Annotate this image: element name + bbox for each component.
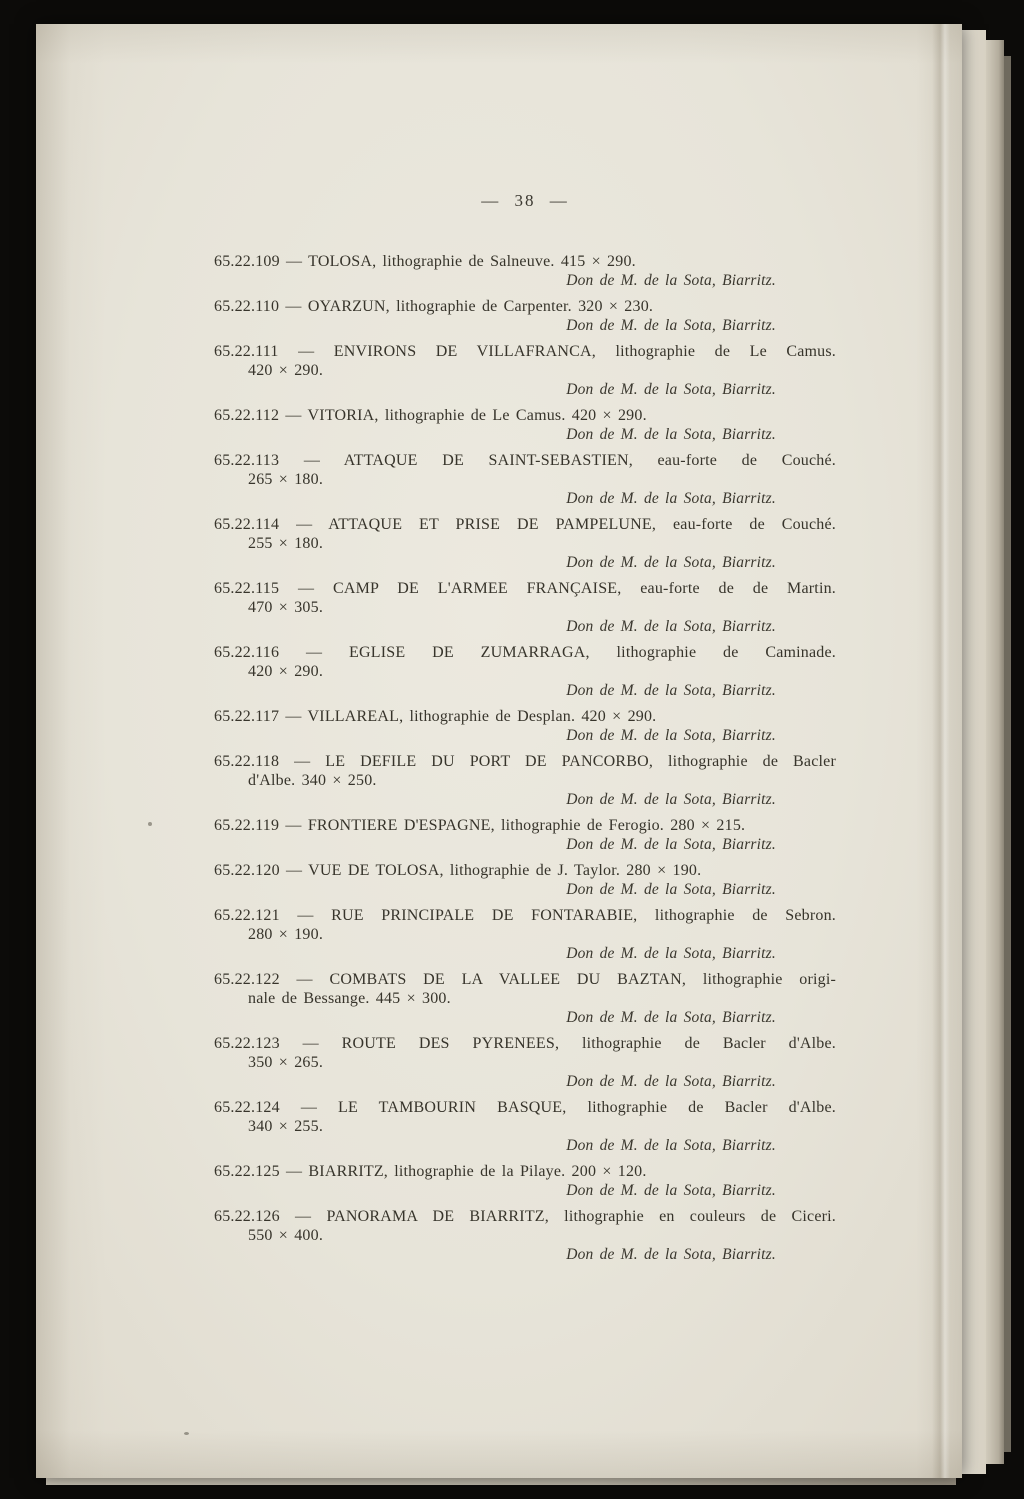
entry-continuation: 280 × 190. <box>248 926 324 943</box>
donation-credit: Don de M. de la Sota, Biarritz. <box>566 490 776 507</box>
em-dash: — <box>298 343 315 360</box>
catalog-entry <box>214 861 836 899</box>
entry-line <box>214 579 836 598</box>
entry-description: OYARZUN, lithographie de Carpenter. 320 × 230. <box>307 298 654 315</box>
entry-continuation: d'Albe. 340 × 250. <box>248 772 377 789</box>
entry-number: 65.22.119 <box>214 817 280 834</box>
catalog-entry <box>214 1098 836 1155</box>
entry-line <box>214 297 836 316</box>
catalog-entry <box>214 252 836 290</box>
catalog-entry <box>214 643 836 700</box>
entry-continuation: 550 × 400. <box>248 1227 324 1244</box>
entry-description: VITORIA, lithographie de Le Camus. 420 × 290. <box>307 407 647 424</box>
em-dash: — <box>297 580 315 597</box>
entry-description: TOLOSA, lithographie de Salneuve. 415 × 290. <box>308 253 636 270</box>
entry-number: 65.22.122 <box>214 971 280 988</box>
entry-continuation: nale de Bessange. 445 × 300. <box>248 990 451 1007</box>
entry-line <box>214 906 836 925</box>
catalog-entry <box>214 1034 836 1091</box>
entry-description: LE DEFILE DU PORT DE PANCORBO, lithographie de Bacler <box>325 753 836 770</box>
donation-credit: Don de M. de la Sota, Biarritz. <box>566 317 776 334</box>
entry-number: 65.22.111 <box>214 343 279 360</box>
entry-line <box>214 515 836 534</box>
catalog-entry <box>214 707 836 745</box>
donation-credit: Don de M. de la Sota, Biarritz. <box>566 426 776 443</box>
entry-continuation: 265 × 180. <box>248 471 324 488</box>
entry-description: RUE PRINCIPALE DE FONTARABIE, lithographie de Sebron. <box>331 907 836 924</box>
entry-description: ATTAQUE ET PRISE DE PAMPELUNE, eau-forte de Couché. <box>328 516 837 533</box>
page-crease <box>932 24 950 1478</box>
entry-line <box>214 252 836 271</box>
page-number: — 38 — <box>481 191 569 210</box>
donation-credit: Don de M. de la Sota, Biarritz. <box>566 682 776 699</box>
book-pages-edge <box>986 40 1004 1464</box>
catalog-entry <box>214 1162 836 1200</box>
catalog-entry <box>214 297 836 335</box>
entry-line <box>214 1162 836 1181</box>
entry-number: 65.22.113 <box>214 452 280 469</box>
em-dash: — <box>297 907 314 924</box>
catalog-entry <box>214 970 836 1027</box>
donation-credit: Don de M. de la Sota, Biarritz. <box>566 1073 776 1090</box>
entry-number: 65.22.117 <box>214 708 280 725</box>
entry-continuation: 420 × 290. <box>248 663 324 680</box>
book-page <box>36 24 962 1478</box>
catalog-entry <box>214 579 836 636</box>
entry-description: ATTAQUE DE SAINT-SEBASTIEN, eau-forte de Couché. <box>343 452 836 469</box>
entry-description: COMBATS DE LA VALLEE DU BAZTAN, lithographie origi- <box>329 971 836 988</box>
catalog-entry <box>214 752 836 809</box>
entry-continuation: 420 × 290. <box>248 362 324 379</box>
book-pages-edge <box>962 30 986 1474</box>
entry-continuation: 255 × 180. <box>248 535 324 552</box>
em-dash: — <box>306 644 323 661</box>
entry-line <box>214 451 836 470</box>
em-dash: — <box>286 253 303 270</box>
donation-credit: Don de M. de la Sota, Biarritz. <box>566 791 776 808</box>
em-dash: — <box>286 862 303 879</box>
catalog-entry <box>214 406 836 444</box>
entry-line <box>214 752 836 771</box>
book-pages-edge-shadow <box>1004 56 1011 1452</box>
entry-number: 65.22.112 <box>214 407 280 424</box>
donation-credit: Don de M. de la Sota, Biarritz. <box>566 1246 776 1263</box>
donation-credit: Don de M. de la Sota, Biarritz. <box>566 381 776 398</box>
donation-credit: Don de M. de la Sota, Biarritz. <box>566 554 776 571</box>
entry-number: 65.22.114 <box>214 516 280 533</box>
em-dash: — <box>286 1163 303 1180</box>
entry-description: PANORAMA DE BIARRITZ, lithographie en couleurs de Ciceri. <box>326 1208 837 1225</box>
entry-number: 65.22.115 <box>214 580 280 597</box>
em-dash: — <box>285 407 302 424</box>
donation-credit: Don de M. de la Sota, Biarritz. <box>566 727 776 744</box>
entry-continuation: 350 × 265. <box>248 1054 324 1071</box>
donation-credit: Don de M. de la Sota, Biarritz. <box>566 1009 776 1026</box>
em-dash: — <box>300 1099 318 1116</box>
em-dash: — <box>285 708 302 725</box>
entry-description: EGLISE DE ZUMARRAGA, lithographie de Caminade. <box>349 644 837 661</box>
entry-description: ENVIRONS DE VILLAFRANCA, lithographie de Le Camus. <box>333 343 837 360</box>
entry-number: 65.22.116 <box>214 644 280 661</box>
em-dash: — <box>302 1035 319 1052</box>
entry-line <box>214 970 836 989</box>
catalog-entry <box>214 342 836 399</box>
entry-description: FRONTIERE D'ESPAGNE, lithographie de Ferogio. 280 × 215. <box>307 817 746 834</box>
catalog-entry <box>214 451 836 508</box>
catalog-entry <box>214 906 836 963</box>
em-dash: — <box>303 452 321 469</box>
entry-line <box>214 861 836 880</box>
entry-line <box>214 406 836 425</box>
entry-number: 65.22.118 <box>214 753 280 770</box>
donation-credit: Don de M. de la Sota, Biarritz. <box>566 272 776 289</box>
entry-line <box>214 1098 836 1117</box>
catalog-entry <box>214 1207 836 1264</box>
entry-description: BIARRITZ, lithographie de la Pilaye. 200 × 120. <box>308 1163 647 1180</box>
entry-number: 65.22.125 <box>214 1163 280 1180</box>
entry-number: 65.22.120 <box>214 862 280 879</box>
entry-number: 65.22.123 <box>214 1035 280 1052</box>
entry-description: VUE DE TOLOSA, lithographie de J. Taylor. 280 × 190. <box>308 862 702 879</box>
em-dash: — <box>295 1208 312 1225</box>
donation-credit: Don de M. de la Sota, Biarritz. <box>566 881 776 898</box>
entry-number: 65.22.124 <box>214 1099 280 1116</box>
donation-credit: Don de M. de la Sota, Biarritz. <box>566 1137 776 1154</box>
entry-description: VILLAREAL, lithographie de Desplan. 420 × 290. <box>307 708 657 725</box>
entry-line <box>214 1034 836 1053</box>
entry-number: 65.22.126 <box>214 1208 280 1225</box>
em-dash: — <box>296 971 313 988</box>
entry-description: LE TAMBOURIN BASQUE, lithographie de Bacler d'Albe. <box>338 1099 836 1116</box>
entry-line <box>214 816 836 835</box>
donation-credit: Don de M. de la Sota, Biarritz. <box>566 836 776 853</box>
donation-credit: Don de M. de la Sota, Biarritz. <box>566 945 776 962</box>
catalog-entry <box>214 515 836 572</box>
donation-credit: Don de M. de la Sota, Biarritz. <box>566 618 776 635</box>
scan-speck <box>148 822 152 826</box>
em-dash: — <box>285 817 302 834</box>
entry-continuation: 470 × 305. <box>248 599 324 616</box>
em-dash: — <box>296 516 313 533</box>
em-dash: — <box>285 298 302 315</box>
entry-line <box>214 707 836 726</box>
book-pages-bottom-edge <box>46 1478 956 1485</box>
entry-description: CAMP DE L'ARMEE FRANÇAISE, eau-forte de de Martin. <box>332 580 836 597</box>
entry-description: ROUTE DES PYRENEES, lithographie de Bacler d'Albe. <box>341 1035 836 1052</box>
entry-number: 65.22.109 <box>214 253 280 270</box>
entry-line <box>214 342 836 361</box>
catalog-entry <box>214 816 836 854</box>
entry-line <box>214 1207 836 1226</box>
entry-continuation: 340 × 255. <box>248 1118 324 1135</box>
scan-speck <box>184 1432 189 1435</box>
entry-line <box>214 643 836 662</box>
em-dash: — <box>294 753 311 770</box>
entry-number: 65.22.110 <box>214 298 280 315</box>
page-content <box>214 190 836 1271</box>
donation-credit: Don de M. de la Sota, Biarritz. <box>566 1182 776 1199</box>
entry-number: 65.22.121 <box>214 907 280 924</box>
